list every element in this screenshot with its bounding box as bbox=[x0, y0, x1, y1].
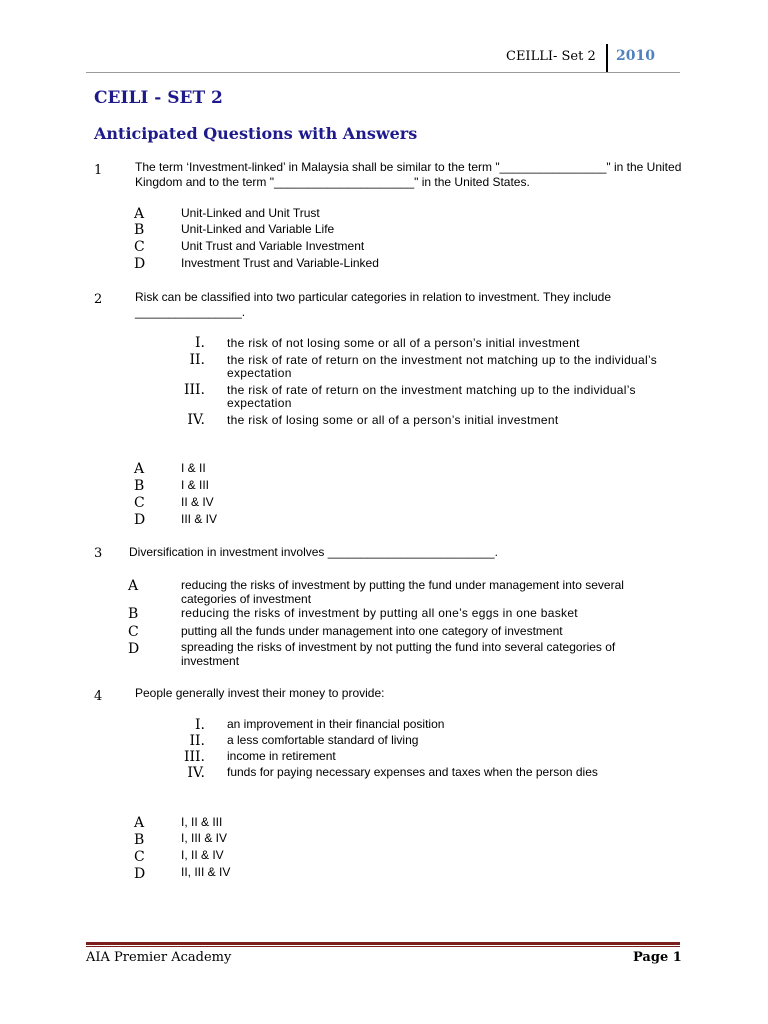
page-subheading: Anticipated Questions with Answers bbox=[94, 124, 418, 143]
q4-item-3-text: income in retirement bbox=[227, 749, 336, 763]
q4-item-1-text: an improvement in their financial position bbox=[227, 717, 445, 731]
q2-option-b-letter: B bbox=[134, 478, 145, 494]
q2-option-c-text: II & IV bbox=[181, 495, 214, 509]
question-1-stem: The term ‘Investment-linked’ in Malaysia shall be similar to the term "________________" in the United Kingdom and to the term "_____________________" in the United States. bbox=[135, 160, 682, 189]
q2-option-c-letter: C bbox=[134, 495, 145, 511]
q1-option-a-letter: A bbox=[134, 206, 145, 222]
q2-item-2-number: II. bbox=[189, 352, 205, 368]
q3-option-c-text: putting all the funds under management into one category of investment bbox=[181, 624, 563, 638]
q2-item-3-text: the risk of rate of return on the investment matching up to the individual’s expectation bbox=[227, 383, 636, 410]
q3-option-b-text: reducing the risks of investment by putting all one’s eggs in one basket bbox=[181, 606, 578, 620]
question-2-number: 2 bbox=[94, 292, 103, 307]
question-4-number: 4 bbox=[94, 689, 103, 704]
q3-option-b-letter: B bbox=[128, 606, 139, 622]
q1-option-c-letter: C bbox=[134, 239, 145, 255]
q4-item-4-text: funds for paying necessary expenses and taxes when the person dies bbox=[227, 765, 598, 779]
q4-item-4-number: IV. bbox=[187, 765, 205, 781]
q1-option-d-text: Investment Trust and Variable-Linked bbox=[181, 256, 379, 270]
header-rule bbox=[86, 72, 680, 73]
q1-option-b-text: Unit-Linked and Variable Life bbox=[181, 222, 335, 236]
q3-option-c-letter: C bbox=[128, 624, 139, 640]
q4-option-b-letter: B bbox=[134, 832, 145, 848]
q2-option-a-letter: A bbox=[134, 461, 145, 477]
question-3-stem: Diversification in investment involves _________________________. bbox=[129, 545, 498, 559]
q4-option-a-letter: A bbox=[134, 815, 145, 831]
q2-item-1-number: I. bbox=[195, 335, 205, 351]
q1-option-a-text: Unit-Linked and Unit Trust bbox=[181, 206, 320, 220]
q2-item-1-text: the risk of not losing some or all of a person’s initial investment bbox=[227, 336, 580, 350]
q4-option-c-letter: C bbox=[134, 849, 145, 865]
q2-item-4-number: IV. bbox=[187, 412, 205, 428]
q4-option-b-text: I, III & IV bbox=[181, 831, 228, 845]
q4-option-d-letter: D bbox=[134, 866, 146, 882]
q4-item-3-number: III. bbox=[183, 749, 205, 765]
question-1-number: 1 bbox=[94, 163, 103, 178]
q1-option-b-letter: B bbox=[134, 222, 145, 238]
q2-item-4-text: the risk of losing some or all of a person’s initial investment bbox=[227, 413, 559, 427]
q3-option-a-letter: A bbox=[128, 578, 139, 594]
q4-option-d-text: II, III & IV bbox=[181, 865, 231, 879]
q3-option-a-text: reducing the risks of investment by putting the fund under management into several categories of investment bbox=[181, 578, 624, 606]
q4-option-a-text: I, II & III bbox=[181, 815, 223, 829]
q2-option-b-text: I & III bbox=[181, 478, 210, 492]
q2-option-d-letter: D bbox=[134, 512, 146, 528]
question-4-stem: People generally invest their money to provide: bbox=[135, 686, 385, 700]
header-year: 2010 bbox=[616, 48, 655, 64]
q2-option-a-text: I & II bbox=[181, 461, 206, 475]
q4-item-2-number: II. bbox=[189, 733, 205, 749]
footer-rule-thick bbox=[86, 942, 680, 945]
q3-option-d-letter: D bbox=[128, 641, 140, 657]
page-heading: CEILI - SET 2 bbox=[94, 88, 223, 108]
header-title: CEILLI- Set 2 bbox=[506, 49, 596, 64]
question-2-stem: Risk can be classified into two particular categories in relation to investment. They include ________________. bbox=[135, 290, 612, 319]
footer-page-number: Page 1 bbox=[633, 950, 682, 965]
question-3-number: 3 bbox=[94, 546, 103, 561]
q1-option-d-letter: D bbox=[134, 256, 146, 272]
q2-option-d-text: III & IV bbox=[181, 512, 218, 526]
q2-item-2-text: the risk of rate of return on the investment not matching up to the individual’s expectation bbox=[227, 353, 658, 380]
footer-rule-thin bbox=[86, 946, 680, 947]
q2-item-3-number: III. bbox=[183, 382, 205, 398]
footer-organization: AIA Premier Academy bbox=[86, 950, 232, 965]
q3-option-d-text: spreading the risks of investment by not putting the fund into several categories of investment bbox=[181, 640, 616, 668]
q4-option-c-text: I, II & IV bbox=[181, 848, 224, 862]
q4-item-1-number: I. bbox=[195, 717, 205, 733]
q1-option-c-text: Unit Trust and Variable Investment bbox=[181, 239, 365, 253]
header-divider bbox=[606, 44, 608, 72]
q4-item-2-text: a less comfortable standard of living bbox=[227, 733, 419, 747]
